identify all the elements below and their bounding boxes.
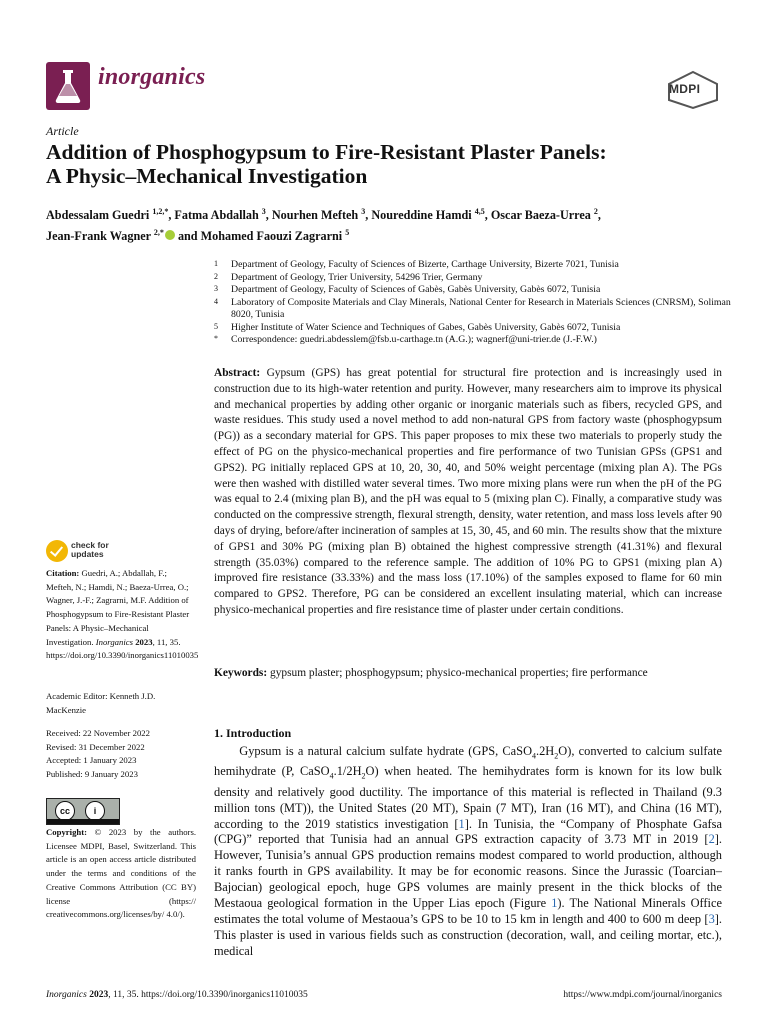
check-updates-line2: updates [71, 549, 104, 559]
reference-link[interactable]: 2 [708, 832, 715, 847]
published-date: Published: 9 January 2023 [46, 769, 138, 780]
affiliation-number: 3 [214, 284, 218, 293]
academic-editor: Academic Editor: Kenneth J.D. MacKenzie [46, 691, 156, 715]
author-name[interactable]: Noureddine Hamdi [371, 208, 472, 223]
author-affil-sup: 2 [593, 207, 598, 216]
correspondence-text[interactable]: Correspondence: guedri.abdesslem@fsb.u-carthage.tn (A.G.); wagnerf@uni-trier.de (J.-F.W.) [231, 334, 597, 345]
affiliation-item [214, 322, 734, 335]
citation-block [46, 567, 199, 663]
affiliation-number: 5 [214, 321, 218, 331]
keywords [214, 666, 722, 682]
publisher-name: MDPI [669, 82, 701, 96]
author-affil-sup: 3 [361, 207, 366, 216]
title-line-2: A Physic–Mechanical Investigation [46, 164, 368, 188]
reference-link[interactable]: 1 [458, 816, 465, 831]
author-name[interactable]: Mohamed Faouzi Zagrarni [200, 229, 343, 244]
affiliation-item [214, 272, 734, 285]
affiliation-item [214, 284, 734, 297]
author-list: Abdessalam Guedri $^{1,2,*}$, Fatma Abdallah $^3$, Nourhen Mefteh $^3$, Noureddine Hamdi $^{4,5}$, Oscar Baeza-Urrea $^2$, Jean-Frank Wagner $^{2,*}$ and Mohamed Faouzi Zagrarni $^5$ [46, 207, 601, 244]
affiliation-number: 4 [214, 296, 218, 306]
footer-citation [46, 990, 308, 1000]
abstract-label: Abstract: [214, 367, 261, 379]
copyright-label: Copyright: [46, 827, 88, 837]
affiliation-item [214, 297, 734, 322]
author-affil-sup: 3 [261, 207, 266, 216]
author-affil-sup: 4,5 [474, 207, 485, 216]
footer-journal: Inorganics [46, 990, 87, 1000]
cc-by-license-icon[interactable] [46, 798, 120, 825]
abstract-text: Gypsum (GPS) has great potential for structural fire protection and is increasingly used in construction due to its high-water retention and purity. However, many researchers aim to improve its physical and mechanical properties by adding other organic or inorganic materials such as fibers, recycled GPS, and waste residues. This study used a novel method to add non-natural GPS from factory waste (phosphogypsum (PG)) as a secondary material for GPS. This paper proposes to mix these two materials to properly study the effect of PG on the physico-mechanical properties and fire performance of two Tunisian GPSs (GPS1 and GPS2). PG initially replaced GPS at 10, 20, 30, 40, and 50% weight percentage (mixing plan A). The PGs were then washed with distilled water several times. Two more mixing plans were run when the pH of the PG was equal to 2.4 (mixing plan B), and the pH was equal to 5 (mixing plan C). Finally, a comparative study was conducted on the compressive strength, flexural strength, density, water retention, and mass loss levels after 90 days of drying, before/after incineration of samples at 15, 30, 45, and 60 min. The results show that the mixture of GPS1 and 30% PG (mixing plan B) obtained the highest compressive strength (41.31%) and flexural strength (35.03%) compared to the reference sample. The addition of 10% PG to GPS1 (mixing plan A) improved fire resistance (33.33%) and the mass loss (17.10%) of the samples exposed to flame for 60 min compared to GPS2. Therefore, PG can be considered an excellent insulating material, which can increase physico-mechanical properties and fire resistance time of plaster under certain conditions. [214, 367, 722, 616]
affiliation-item [214, 259, 734, 272]
check-updates-label [71, 541, 109, 559]
cc-band [47, 819, 119, 824]
author-name[interactable]: Abdessalam Guedri [46, 208, 150, 223]
citation-label: Citation: [46, 568, 80, 578]
correspondence[interactable] [214, 334, 734, 347]
abstract [214, 366, 722, 619]
author-name[interactable]: Jean-Frank Wagner [46, 229, 151, 244]
affiliation-text: Department of Geology, Trier University, 54296 Trier, Germany [231, 271, 483, 283]
page-title [46, 140, 736, 188]
copyright-text: © 2023 by the authors. Licensee MDPI, Basel, Switzerland. This article is an open access article distributed under the terms and conditions of the Creative Commons Attribution (CC BY) license (https:// creativecommons.org/licenses/by/ 4.0/). [46, 827, 196, 920]
author-affil-sup: 2,* [153, 228, 164, 238]
check-for-updates-button[interactable] [46, 540, 136, 564]
author-name[interactable]: Nourhen Mefteh [271, 208, 359, 223]
citation-journal: Inorganics [95, 636, 134, 647]
accepted-date: Accepted: 1 January 2023 [46, 755, 137, 766]
journal-logo-icon [46, 62, 90, 110]
check-updates-line1: check for [71, 540, 109, 550]
journal-name: inorganics [98, 64, 206, 90]
check-icon [46, 540, 68, 562]
author-name[interactable]: Oscar Baeza-Urrea [490, 208, 591, 223]
section-heading: 1. Introduction [214, 726, 292, 740]
affiliation-number: 1 [214, 259, 218, 268]
keywords-label: Keywords: [214, 667, 268, 679]
article-type: Article [46, 124, 79, 138]
citation-text: Guedri, A.; Abdallah, F.; Mefteh, N.; Hamdi, N.; Baeza-Urrea, O.; Wagner, J.-F.; Zagrarni, M.F. Addition of Phosphogypsum to Fire-Resistant Plaster Panels: A Physic–Mechanical Investigation. [46, 568, 190, 647]
figure-link[interactable]: 1 [551, 896, 558, 911]
affiliation-text: Laboratory of Composite Materials and Clay Minerals, National Center for Research in Materials Sciences (CNRSM), Soliman 8020, Tunisia [231, 296, 731, 320]
author-name[interactable]: Fatma Abdallah [174, 208, 259, 223]
affiliation-text: Department of Geology, Faculty of Sciences of Gabès, Gabès University, Gabès 6072, Tunisia [231, 284, 601, 295]
introduction-text: Gypsum is a natural calcium sulfate hydrate (GPS, $CaSO_4.2H_2O$), converted to calcium sulfate hemihydrate (P, $CaSO_4.1/2H_2O$) when heated. The hemihydrates form is known for its low bulk density and relatively good ductility. The importance of this material is reflected in Thailand (9.3 million tons (MT)), the United States (20 MT), Spain (7 MT), Iran (16 MT), and China (16 MT), according to the 2019 statistics investigation [1]. In Tunisia, the “Company of Phosphate Gafsa (CPG)” reported that Tunisia had an annual GPS extraction capacity of 3.73 MT in 2019 [2]. However, Tunisia’s annual GPS production remains modest compared to world production, although it ranks fourth in GPS availability. It may be for economic reasons. Since the Jurassic (Toarcian–Bajocian) geological epoch, huge GPS volumes are mainly present in the thick blocks of the Mestaoua geological formation in the Upper Lias epoch (Figure 1). The National Minerals Office estimates the total volume of Mestaoua’s GPS to be 10 to 15 km in length and 400 to 600 m deep [3]. This plaster is used in various fields such as construction (decoration, wall, and ceiling mortar, etc.), medical [214, 744, 722, 958]
affiliation-number: 2 [214, 271, 218, 281]
received-date: Received: 22 November 2022 [46, 728, 150, 738]
keywords-text: gypsum plaster; phosphogypsum; physico-mechanical properties; fire performance [270, 667, 648, 679]
affiliation-text: Department of Geology, Faculty of Sciences of Bizerte, Carthage University, Bizerte 7021, Tunisia [231, 259, 619, 270]
affiliations [214, 259, 734, 347]
orcid-icon[interactable] [165, 230, 175, 240]
citation-doi[interactable]: , 11, 35. https://doi.org/10.3390/inorganics11010035 [46, 636, 199, 661]
person-icon: i [85, 801, 105, 821]
author-affil-sup: 1,2,* [152, 207, 169, 216]
affiliation-text: Higher Institute of Water Science and Techniques of Gabes, Gabès University, Gabès 6072, Tunisia [231, 321, 621, 333]
footer-doi[interactable]: , 11, 35. https://doi.org/10.3390/inorganics11010035 [108, 990, 308, 1000]
reference-link[interactable]: 3 [708, 912, 715, 926]
footer-journal-url[interactable]: https://www.mdpi.com/journal/inorganics [563, 990, 722, 1000]
title-line-1: Addition of Phosphogypsum to Fire-Resistant Plaster Panels: [46, 140, 607, 164]
revised-date: Revised: 31 December 2022 [46, 741, 145, 752]
publication-dates [46, 727, 196, 782]
affiliation-number: * [214, 334, 218, 343]
author-affil-sup: 5 [345, 228, 350, 238]
mdpi-logo [665, 70, 721, 110]
citation-year: 2023 [135, 636, 153, 647]
cc-icon: cc [55, 801, 75, 821]
copyright-notice [46, 826, 196, 922]
footer-year: 2023 [89, 990, 109, 1000]
